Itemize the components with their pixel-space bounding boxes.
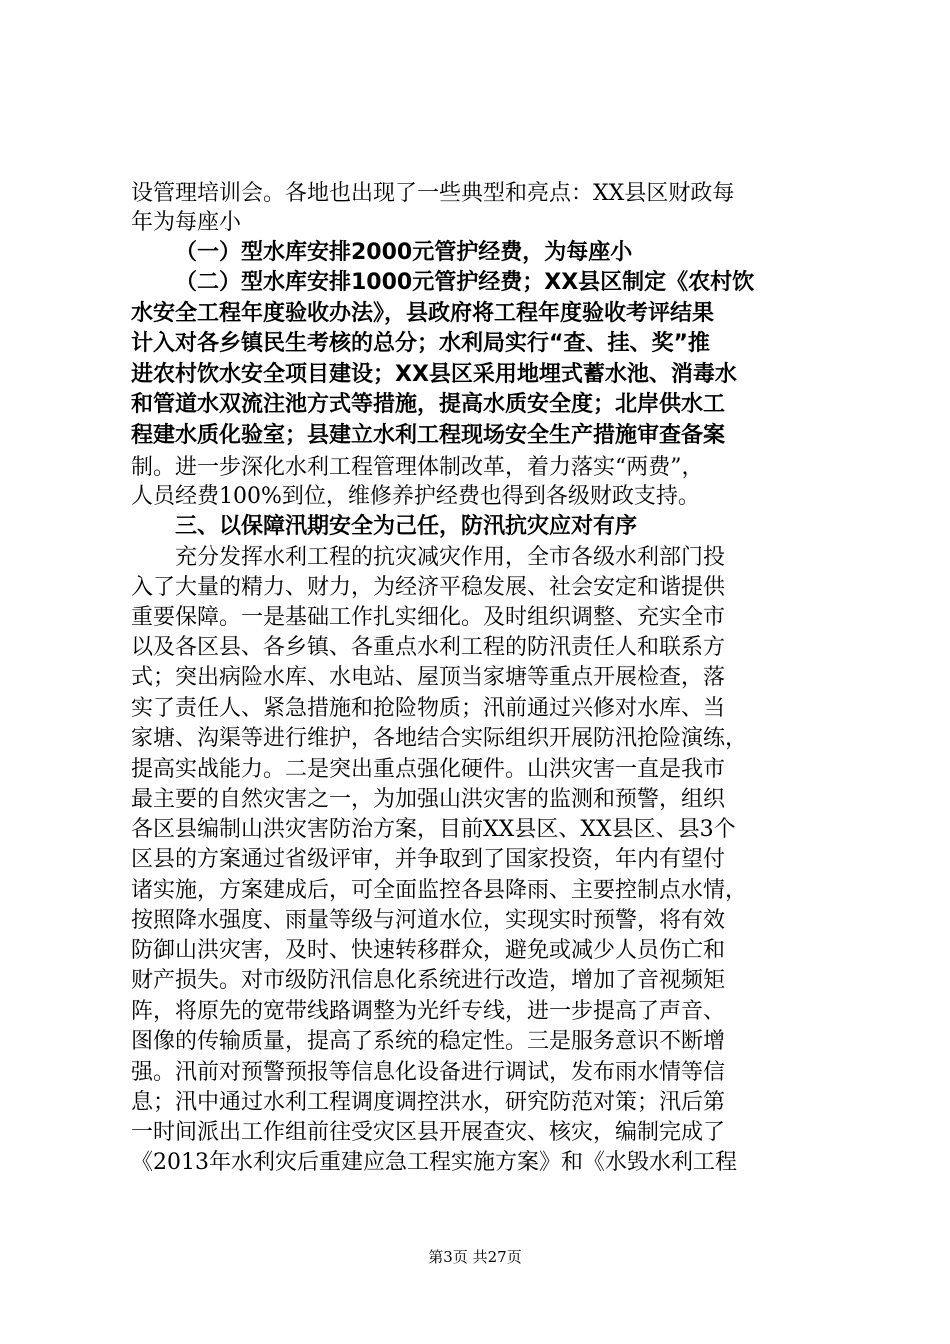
text-line: （二）型水库安排1000元管护经费；XX县区制定《农村饮 — [175, 270, 755, 295]
text-line: 息；汛中通过水利工程调度调控洪水，研究防范对策；汛后第 — [131, 1090, 726, 1115]
text-line: 防御山洪灾害，及时、快速转移群众，避免或减少人员伤亡和 — [131, 938, 726, 963]
text-line: 式；突出病险水库、水电站、屋顶当家塘等重点开展检查，落 — [131, 665, 726, 690]
text-line: 《2013年水利灾后重建应急工程实施方案》和《水毁水利工程 — [131, 1150, 737, 1175]
text-line: （一）型水库安排2000元管护经费，为每座小 — [175, 240, 633, 265]
text-line: 设管理培训会。各地也出现了一些典型和亮点：XX县区财政每 — [131, 181, 735, 206]
text-line: 强。汛前对预警预报等信息化设备进行调试，发布雨水情等信 — [131, 1060, 726, 1085]
text-line: 重要保障。一是基础工作扎实细化。及时组织调整、充实全市 — [131, 605, 726, 630]
text-line: 诸实施，方案建成后，可全面监控各县降雨、主要控制点水情， — [131, 878, 748, 903]
text-line: 进农村饮水安全项目建设；XX县区采用地埋式蓄水池、消毒水 — [131, 362, 737, 387]
text-line: 程建水质化验室；县建立水利工程现场安全生产措施审查备案 — [131, 423, 726, 448]
text-line: 区县的方案通过省级评审，并争取到了国家投资，年内有望付 — [131, 847, 726, 872]
text-line: 一时间派出工作组前往受灾区县开展查灾、核灾，编制完成了 — [131, 1120, 726, 1145]
text-line: 入了大量的精力、财力，为经济平稳发展、社会安定和谐提供 — [131, 575, 726, 600]
text-line: 按照降水强度、雨量等级与河道水位，实现实时预警，将有效 — [131, 908, 726, 933]
text-line: 充分发挥水利工程的抗灾减灾作用，全市各级水利部门投 — [175, 545, 726, 570]
section-heading: 三、以保障汛期安全为己任，防汛抗灾应对有序 — [175, 514, 638, 539]
text-line: 财产损失。对市级防汛信息化系统进行改造，增加了音视频矩 — [131, 968, 726, 993]
text-line: 计入对各乡镇民生考核的总分；水利局实行“查、挂、奖”推 — [131, 331, 710, 356]
text-line: 家塘、沟渠等进行维护，各地结合实际组织开展防汛抢险演练， — [131, 726, 748, 751]
text-line: 和管道水双流注池方式等措施，提高水质安全度；北岸供水工 — [131, 392, 726, 417]
text-line: 提高实战能力。二是突出重点强化硬件。山洪灾害一直是我市 — [131, 757, 726, 782]
text-line: 图像的传输质量，提高了系统的稳定性。三是服务意识不断增 — [131, 1029, 726, 1054]
text-line: 最主要的自然灾害之一，为加强山洪灾害的监测和预警，组织 — [131, 787, 726, 812]
text-line: 人员经费100%到位，维修养护经费也得到各级财政支持。 — [131, 484, 700, 509]
text-line: 各区县编制山洪灾害防治方案，目前XX县区、XX县区、县3个 — [131, 817, 736, 842]
text-line: 年为每座小 — [131, 210, 242, 235]
text-line: 水安全工程年度验收办法》，县政府将工程年度验收考评结果 — [131, 301, 715, 326]
page-number-footer: 第3页 共27页 — [428, 1248, 522, 1266]
text-line: 以及各区县、各乡镇、各重点水利工程的防汛责任人和联系方 — [131, 635, 726, 660]
text-line: 实了责任人、紧急措施和抢险物质；汛前通过兴修对水库、当 — [131, 696, 726, 721]
text-line: 阵，将原先的宽带线路调整为光纤专线，进一步提高了声音、 — [131, 999, 726, 1024]
text-line: 制。进一步深化水利工程管理体制改革，着力落实“两费”， — [131, 455, 704, 480]
